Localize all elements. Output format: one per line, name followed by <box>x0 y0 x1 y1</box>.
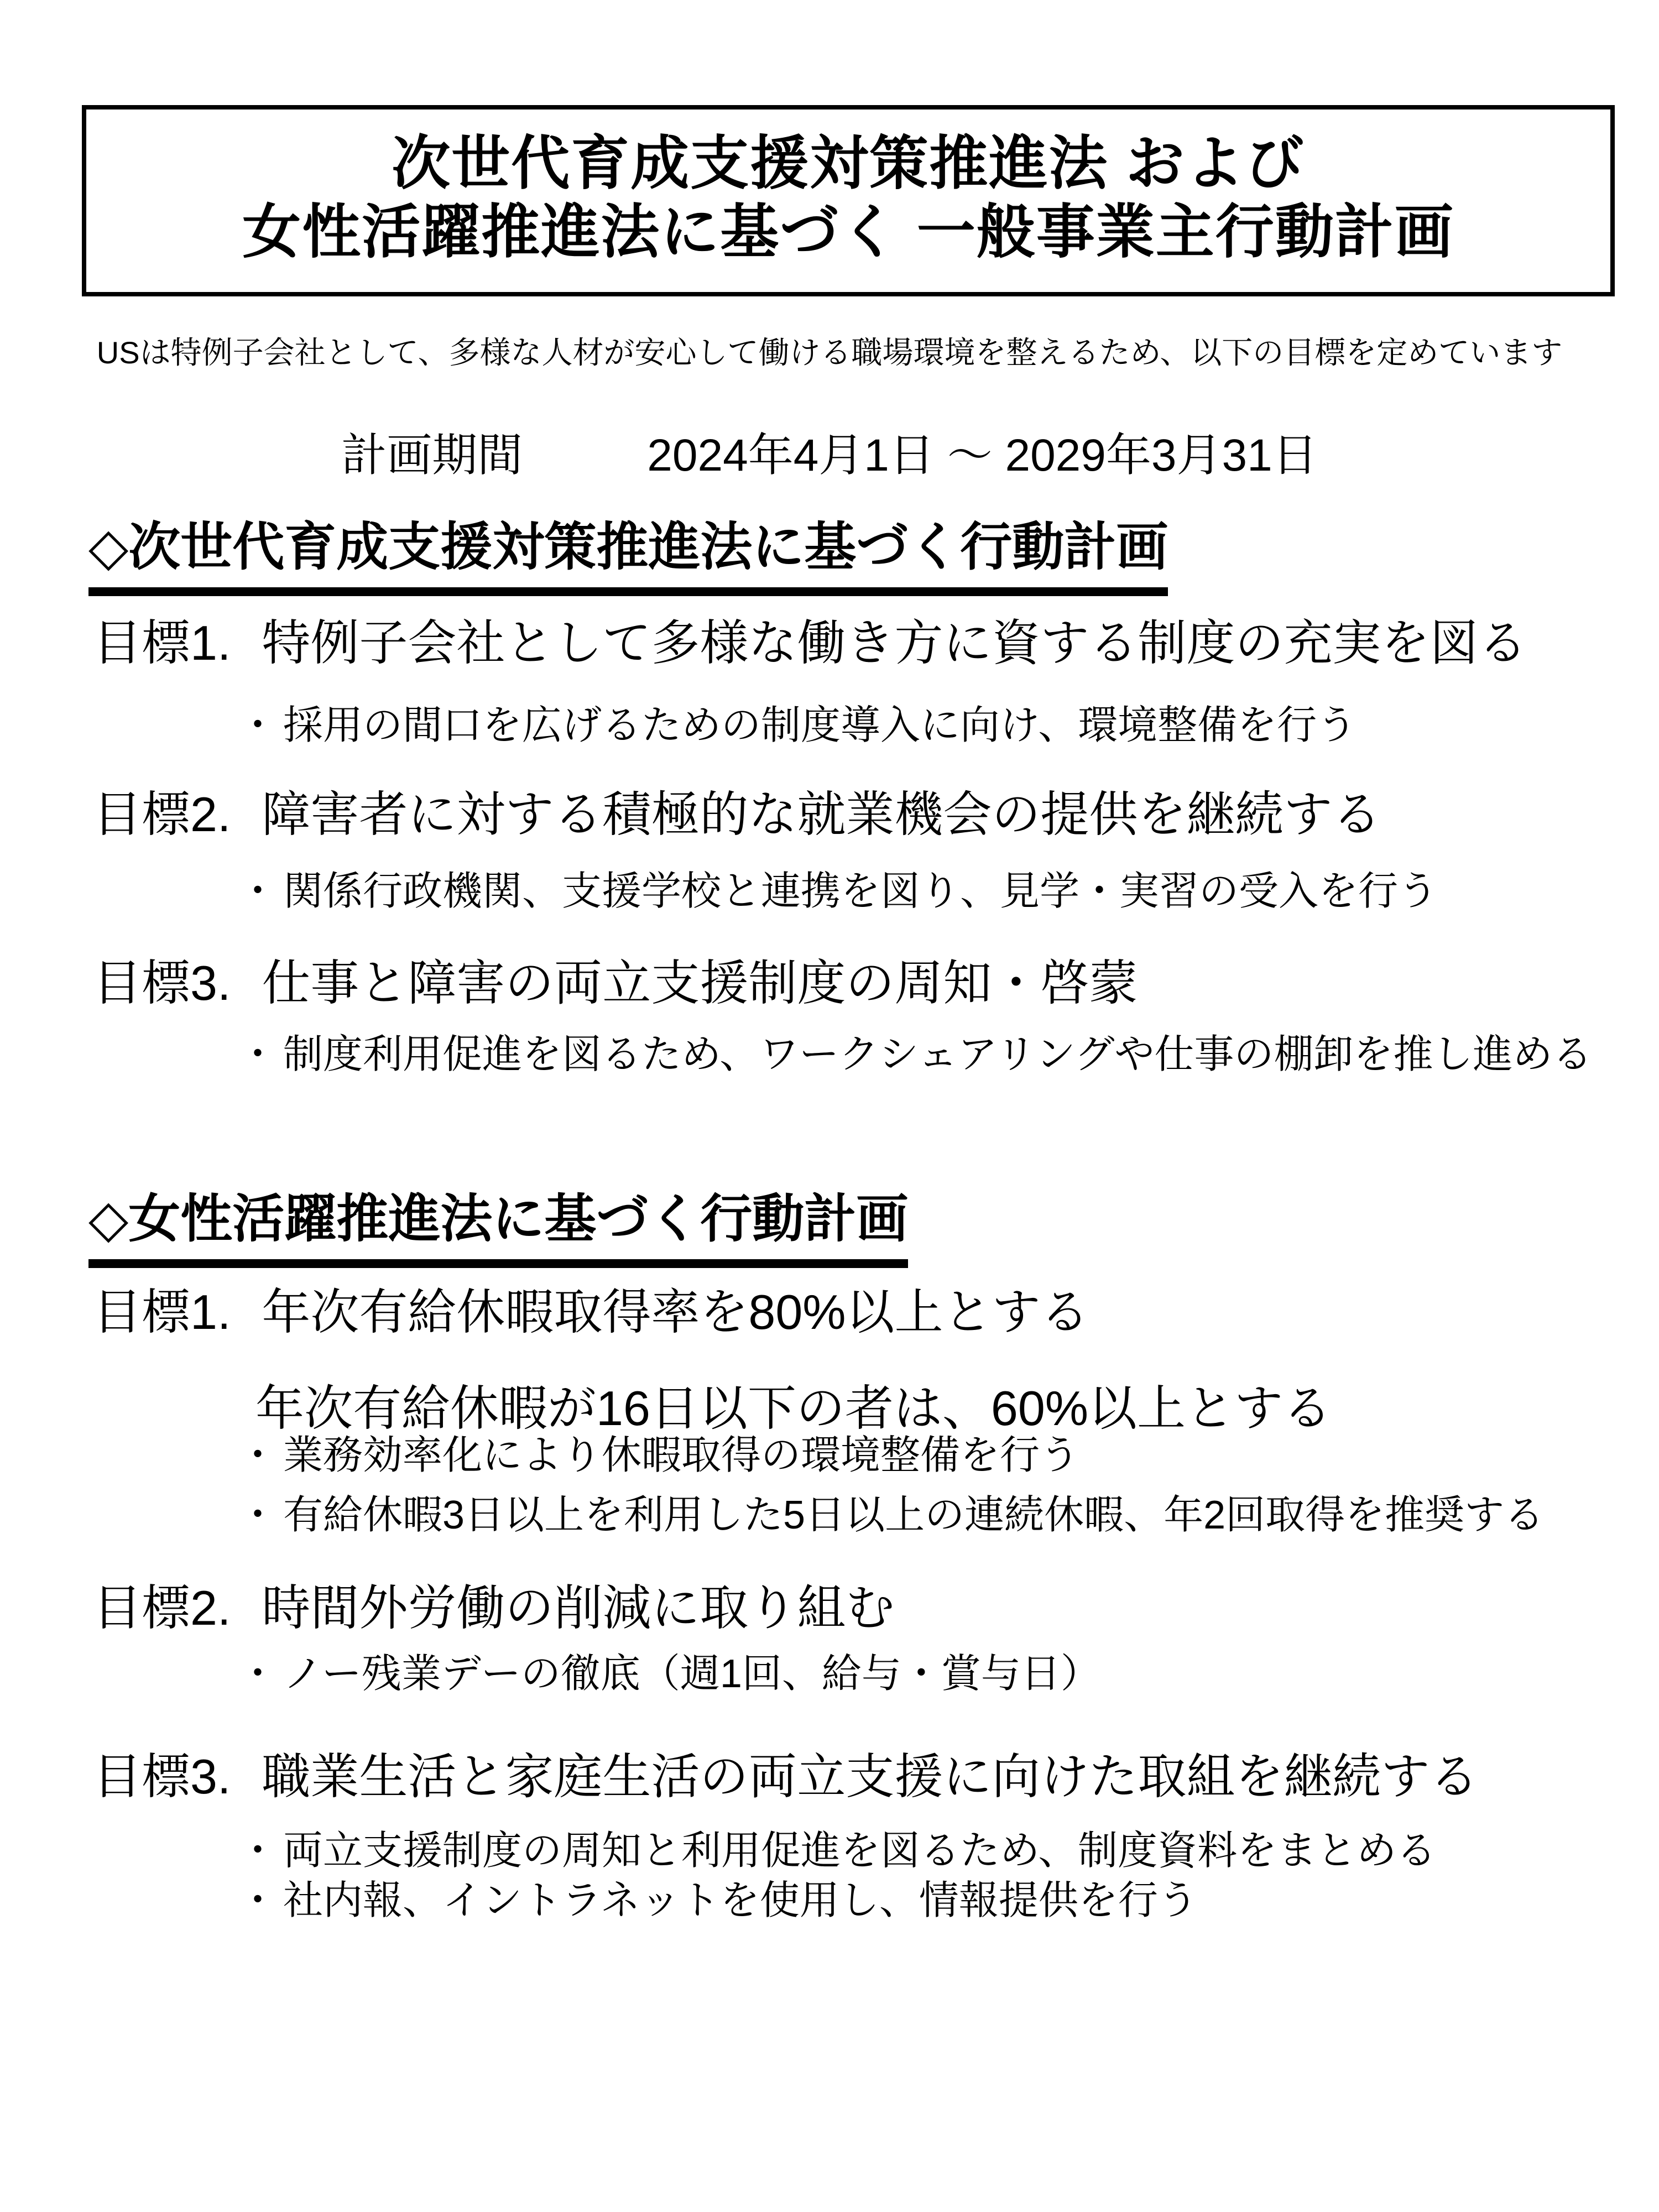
bullet-icon: ・ <box>238 703 278 748</box>
section-1-heading <box>88 505 1168 596</box>
bullet-icon: ・ <box>238 1433 278 1478</box>
section-1-goal-3-bullet-1 <box>238 1030 1592 1079</box>
goal-number-label: 目標1. <box>93 1285 231 1339</box>
goal-title-text: 特例子会社として多様な働き方に資する制度の充実を図る <box>262 615 1527 670</box>
section-2-goal-1-bullet-2 <box>238 1490 1544 1540</box>
bullet-icon: ・ <box>238 1829 278 1873</box>
bullet-text: 両立支援制度の周知と利用促進を図るため、制度資料をまとめる <box>283 1829 1437 1873</box>
goal-number-label: 目標2. <box>93 1580 231 1635</box>
section-2-goal-3-bullet-2 <box>238 1876 1198 1926</box>
plan-period <box>0 419 1659 484</box>
section-2-goal-1-bullet-1 <box>238 1431 1079 1480</box>
intro-text: USは特例子会社として、多様な人材が安心して働ける職場環境を整えるため、以下の目標を定めています <box>96 335 1563 370</box>
goal-number-label: 目標2. <box>93 787 231 842</box>
section-2-goal-1-title-line-2: 年次有給休暇が16日以下の者は、60%以上とする <box>255 1381 1332 1436</box>
section-1-goal-3-title <box>93 955 1138 1011</box>
section-1-goal-2-bullet-1 <box>238 867 1438 916</box>
bullet-text: 業務効率化により休暇取得の環境整備を行う <box>283 1433 1080 1478</box>
section-1-goal-1-bullet-1 <box>238 701 1357 750</box>
document-title-line-1: 次世代育成支援対策推進法 および <box>392 131 1305 196</box>
goal-title-text: 職業生活と家庭生活の両立支援に向けた取組を継続する <box>262 1749 1479 1804</box>
bullet-text: 社内報、イントラネットを使用し、情報提供を行う <box>283 1879 1198 1923</box>
section-2-goal-2-title <box>93 1580 894 1636</box>
section-2-heading-text: ◇女性活躍推進法に基づく行動計画 <box>88 1177 908 1268</box>
bullet-text: 有給休暇3日以上を利用した5日以上の連続休暇、年2回取得を推奨する <box>283 1493 1545 1537</box>
section-2-goal-3-title <box>93 1749 1478 1804</box>
bullet-text: ノー残業デーの徹底（週1回、給与・賞与日） <box>283 1652 1100 1696</box>
goal-number-label: 目標3. <box>93 1749 231 1804</box>
goal-number-label: 目標3. <box>93 956 231 1010</box>
bullet-icon: ・ <box>238 1493 278 1537</box>
plan-period-label: 計画期間 <box>341 430 523 481</box>
document-title-line-2: 女性活躍推進法に基づく 一般事業主行動計画 <box>242 200 1454 265</box>
title-box <box>82 105 1615 296</box>
section-2-goal-2-bullet-1 <box>238 1649 1100 1699</box>
goal-number-label: 目標1. <box>93 615 231 670</box>
goal-title-text: 時間外労働の削減に取り組む <box>262 1580 895 1635</box>
section-1-goal-1-title <box>93 615 1527 671</box>
bullet-icon: ・ <box>238 1032 278 1077</box>
section-2-heading <box>88 1177 908 1268</box>
goal-title-text: 障害者に対する積極的な就業機会の提供を継続する <box>262 787 1381 842</box>
bullet-icon: ・ <box>238 1652 278 1696</box>
goal-title-text: 年次有給休暇取得率を80%以上とする <box>262 1285 1089 1339</box>
bullet-text: 関係行政機関、支援学校と連携を図り、見学・実習の受入を行う <box>283 869 1438 914</box>
bullet-icon: ・ <box>238 869 278 914</box>
section-2-goal-3-bullet-1 <box>238 1826 1436 1876</box>
bullet-text: 制度利用促進を図るため、ワークシェアリングや仕事の棚卸を推し進める <box>283 1032 1593 1077</box>
bullet-text: 採用の間口を広げるための制度導入に向け、環境整備を行う <box>283 703 1357 748</box>
section-1-heading-text: ◇次世代育成支援対策推進法に基づく行動計画 <box>88 505 1168 596</box>
bullet-icon: ・ <box>238 1879 278 1923</box>
plan-period-range: 2024年4月1日 ～ 2029年3月31日 <box>647 430 1318 481</box>
section-2-goal-1-title <box>93 1284 1089 1340</box>
section-1-goal-2-title <box>93 786 1381 842</box>
goal-title-text: 仕事と障害の両立支援制度の周知・啓蒙 <box>262 956 1138 1010</box>
